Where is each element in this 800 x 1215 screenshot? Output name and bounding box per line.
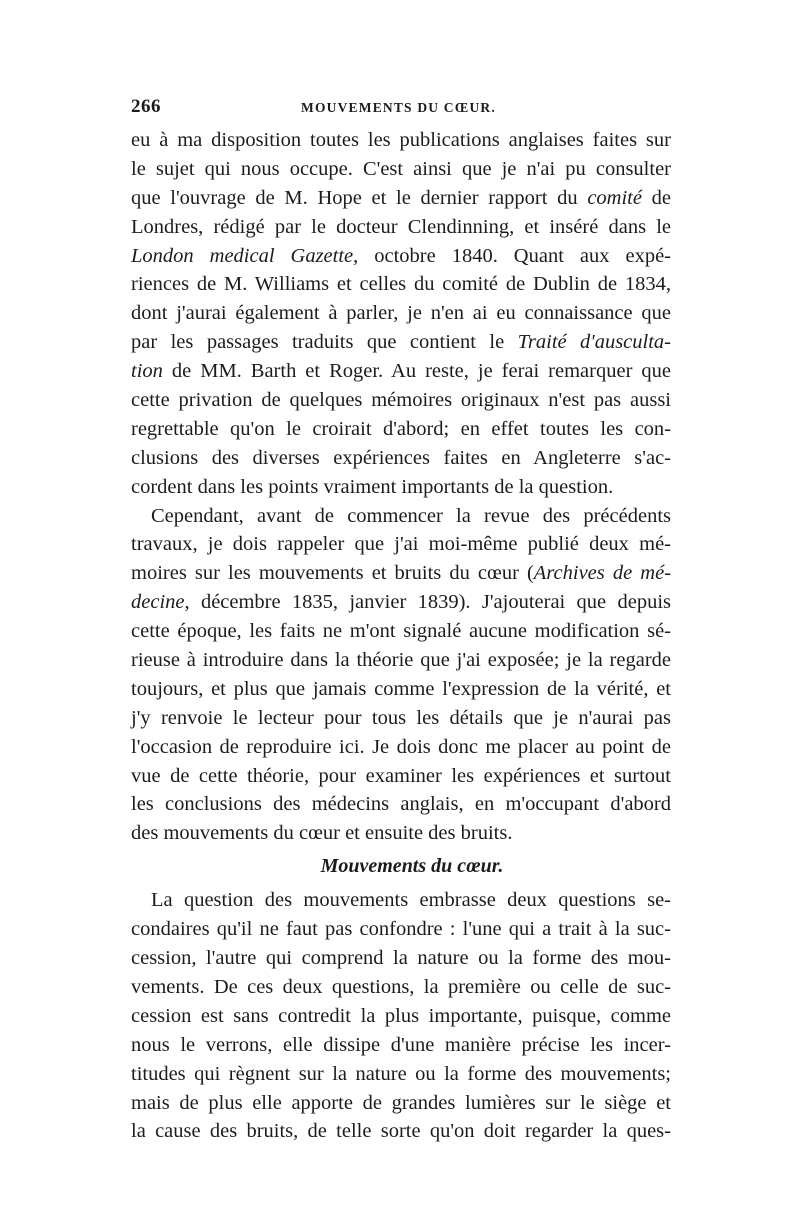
text-run: que l'ouvrage de M. Hope et le dernier rapport du	[131, 186, 588, 209]
text-line: Londres, rédigé par le docteur Clendinning, et inséré dans le	[131, 215, 671, 238]
text-line	[131, 357, 671, 386]
paragraph-2	[131, 502, 671, 849]
text-line: l'occasion de reproduire ici. Je dois donc me placer au point de	[131, 735, 671, 758]
text-line: la cause des bruits, de telle sorte qu'on doit regarder la ques-	[131, 1120, 671, 1143]
text-line: j'y renvoie le lecteur pour tous les détails que je n'aurai pas	[131, 706, 671, 729]
text-line: cette privation de quelques mémoires originaux n'est pas aussi	[131, 389, 671, 412]
text-line: vements. De ces deux questions, la première ou celle de suc-	[131, 975, 671, 998]
text-line: regrettable qu'on le croirait d'abord; en effet toutes les con-	[131, 417, 671, 440]
text-line: La question des mouvements embrasse deux questions se-	[151, 889, 671, 912]
italic-text: comité	[587, 186, 642, 209]
text-line: dont j'aurai également à parler, je n'en ai eu connaissance que	[131, 302, 671, 325]
body-text	[131, 126, 671, 1146]
text-line: titudes qui règnent sur la nature ou la forme des mouvements;	[131, 1062, 671, 1085]
text-run: par les passages traduits que contient le	[131, 331, 518, 354]
italic-text: decine	[131, 591, 185, 614]
text-line: rieuse à introduire dans la théorie que j'ai exposée; je la regarde	[131, 649, 671, 672]
italic-text: tion	[131, 360, 163, 383]
page-header	[131, 92, 671, 122]
text-line: cession est sans contredit la plus importante, puisque, comme	[131, 1004, 671, 1027]
paragraph-3	[131, 886, 671, 1146]
italic-text: Traité d'ausculta-	[517, 331, 671, 354]
italic-text: London medical Gazette	[131, 244, 354, 267]
text-line	[131, 242, 671, 271]
text-run: moires sur les mouvements et bruits du cœur (	[131, 562, 534, 585]
text-line: clusions des diverses expériences faites en Angleterre s'ac-	[131, 446, 671, 469]
text-line	[131, 328, 671, 357]
text-line: des mouvements du cœur et ensuite des bruits.	[131, 822, 513, 845]
text-run: , décembre 1835, janvier 1839). J'ajouterai que depuis	[184, 591, 671, 614]
text-line	[131, 588, 671, 617]
text-line: travaux, je dois rappeler que j'ai moi-même publié deux mé-	[131, 533, 671, 556]
running-head: MOUVEMENTS DU CŒUR.	[301, 100, 496, 115]
text-line: toujours, et plus que jamais comme l'expression de la vérité, et	[131, 677, 671, 700]
text-run: de MM. Barth et Roger. Au reste, je ferai remarquer que	[162, 360, 671, 383]
text-line	[131, 559, 671, 588]
section-heading: Mouvements du cœur.	[320, 855, 504, 878]
text-line: condaires qu'il ne faut pas confondre : l'une qui a trait à la suc-	[131, 918, 671, 941]
text-line: cordent dans les points vraiment importants de la question.	[131, 475, 614, 498]
text-run: de	[641, 186, 672, 209]
text-line: les conclusions des médecins anglais, en m'occupant d'abord	[131, 793, 671, 816]
italic-text: Archives de mé-	[533, 562, 671, 585]
text-line: vue de cette théorie, pour examiner les expériences et surtout	[131, 764, 671, 787]
text-line: nous le verrons, elle dissipe d'une manière précise les incer-	[131, 1033, 671, 1056]
text-line: mais de plus elle apporte de grandes lumières sur le siège et	[131, 1091, 671, 1114]
text-line: riences de M. Williams et celles du comité de Dublin de 1834,	[131, 273, 671, 296]
text-line	[131, 184, 671, 213]
page-number: 266	[131, 96, 161, 117]
text-line: eu à ma disposition toutes les publications anglaises faites sur	[131, 129, 671, 151]
text-line: Cependant, avant de commencer la revue des précédents	[151, 504, 671, 527]
text-line: cette époque, les faits ne m'ont signalé aucune modification sé-	[131, 620, 671, 643]
text-line: cession, l'autre qui comprend la nature ou la forme des mou-	[131, 947, 671, 970]
paragraph-1	[131, 126, 671, 502]
text-line: le sujet qui nous occupe. C'est ainsi que je n'ai pu consulter	[131, 157, 671, 180]
text-run: , octobre 1840. Quant aux expé-	[353, 244, 671, 267]
